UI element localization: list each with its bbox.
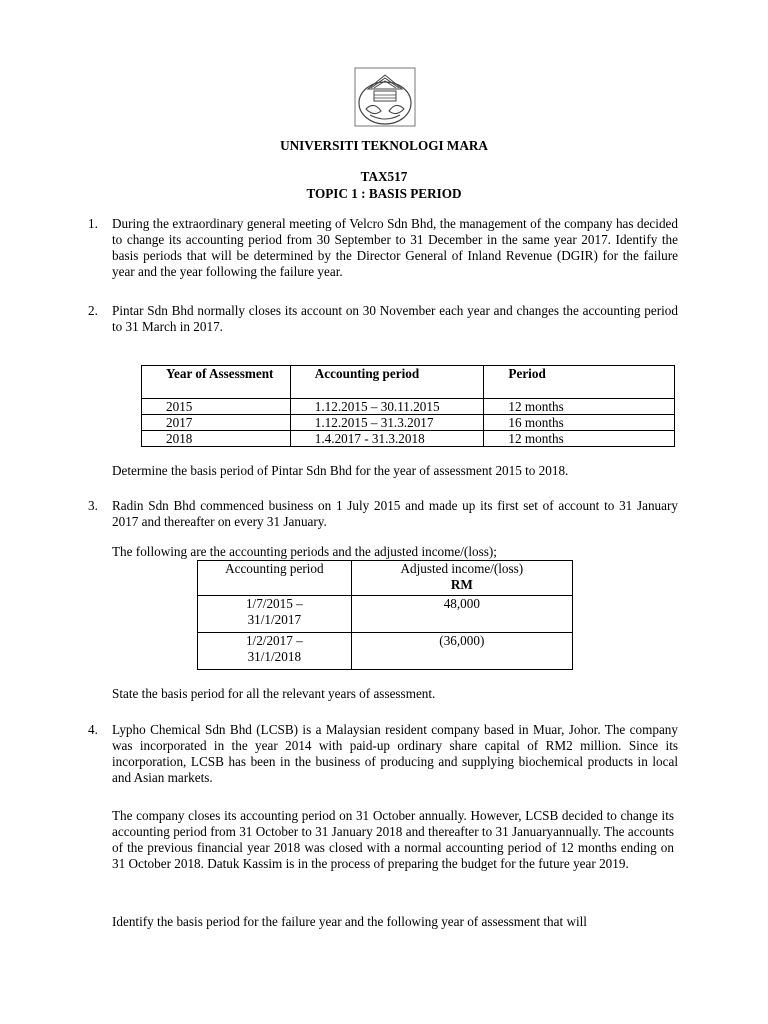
question-number: 4. — [88, 722, 98, 737]
question-3-followup: State the basis period for all the relevant years of assessment. — [112, 686, 436, 701]
column-header: Period — [484, 366, 675, 399]
question-2-followup: Determine the basis period of Pintar Sdn Bhd for the year of assessment 2015 to 2018. — [112, 463, 569, 478]
column-header — [351, 561, 572, 596]
table-cell: 1/2/2017 – 31/1/2018 — [198, 633, 352, 670]
question-4-paragraph-2: The company closes its accounting period on 31 October annually. However, LCSB decided to change its accounting period from 31 October to 31 January 2018 and thereafter to 31 Januaryannually. The accounts of the previous financial year 2018 was closed with a normal accounting period of 12 months ending on 31 October 2018. Datuk Kassim is in the process of preparing the budget for the future year 2019. — [112, 808, 674, 871]
column-header: Year of Assessment — [142, 366, 291, 399]
topic-title: TOPIC 1 : BASIS PERIOD — [306, 186, 462, 201]
table-row — [198, 633, 573, 670]
question-number: 3. — [88, 498, 98, 513]
adjusted-income-table — [197, 560, 573, 670]
question-2 — [88, 303, 678, 335]
table-cell: 2018 — [142, 431, 291, 447]
table-cell: 16 months — [484, 415, 675, 431]
question-1 — [88, 216, 678, 280]
table-cell: 2017 — [142, 415, 291, 431]
table-row — [142, 431, 675, 447]
table-header-row — [198, 561, 573, 596]
question-number: 1. — [88, 216, 98, 231]
table-cell: 12 months — [484, 431, 675, 447]
question-text: During the extraordinary general meeting of Velcro Sdn Bhd, the management of the company has decided to change its accounting period from 30 September to 31 December in the same year 2017. Identify the basis periods that will be determined by the Director General of Inland Revenue (DGIR) for the failure year and the year following the failure year. — [112, 216, 678, 279]
table-cell: 1.4.2017 - 31.3.2018 — [290, 431, 484, 447]
column-header: Accounting period — [198, 561, 352, 596]
column-header-label: Adjusted income/(loss) — [400, 561, 524, 576]
question-number: 2. — [88, 303, 98, 318]
question-4 — [88, 722, 678, 786]
question-text: Pintar Sdn Bhd normally closes its account on 30 November each year and changes the accounting period to 31 March in 2017. — [112, 303, 678, 334]
course-code: TAX517 — [360, 169, 408, 184]
table-cell: (36,000) — [351, 633, 572, 670]
table-row — [198, 596, 573, 633]
question-3 — [88, 498, 678, 530]
table-row — [142, 415, 675, 431]
table-cell: 48,000 — [351, 596, 572, 633]
university-name: UNIVERSITI TEKNOLOGI MARA — [280, 138, 488, 153]
question-text: Radin Sdn Bhd commenced business on 1 July 2015 and made up its first set of account to 31 January 2017 and thereafter on every 31 January. — [112, 498, 678, 529]
table-cell: 12 months — [484, 399, 675, 415]
question-3-intro: The following are the accounting periods and the adjusted income/(loss); — [112, 544, 497, 559]
question-4-paragraph-3: Identify the basis period for the failure year and the following year of assessment that will — [112, 914, 587, 929]
currency-unit: RM — [450, 577, 473, 592]
table-cell: 1.12.2015 – 30.11.2015 — [290, 399, 484, 415]
table-cell: 2015 — [142, 399, 291, 415]
table-header-row — [142, 366, 675, 399]
column-header: Accounting period — [290, 366, 484, 399]
question-text: Lypho Chemical Sdn Bhd (LCSB) is a Malaysian resident company based in Muar, Johor. The company was incorporated in the year 2014 with paid-up ordinary share capital of RM2 million. Since its incorporation, LCSB has been in the business of producing and supplying biochemical products in local and Asian markets. — [112, 722, 678, 785]
table-cell: 1/7/2015 – 31/1/2017 — [198, 596, 352, 633]
university-logo-icon — [354, 67, 416, 127]
table-row — [142, 399, 675, 415]
accounting-period-table — [141, 365, 675, 447]
table-cell: 1.12.2015 – 31.3.2017 — [290, 415, 484, 431]
